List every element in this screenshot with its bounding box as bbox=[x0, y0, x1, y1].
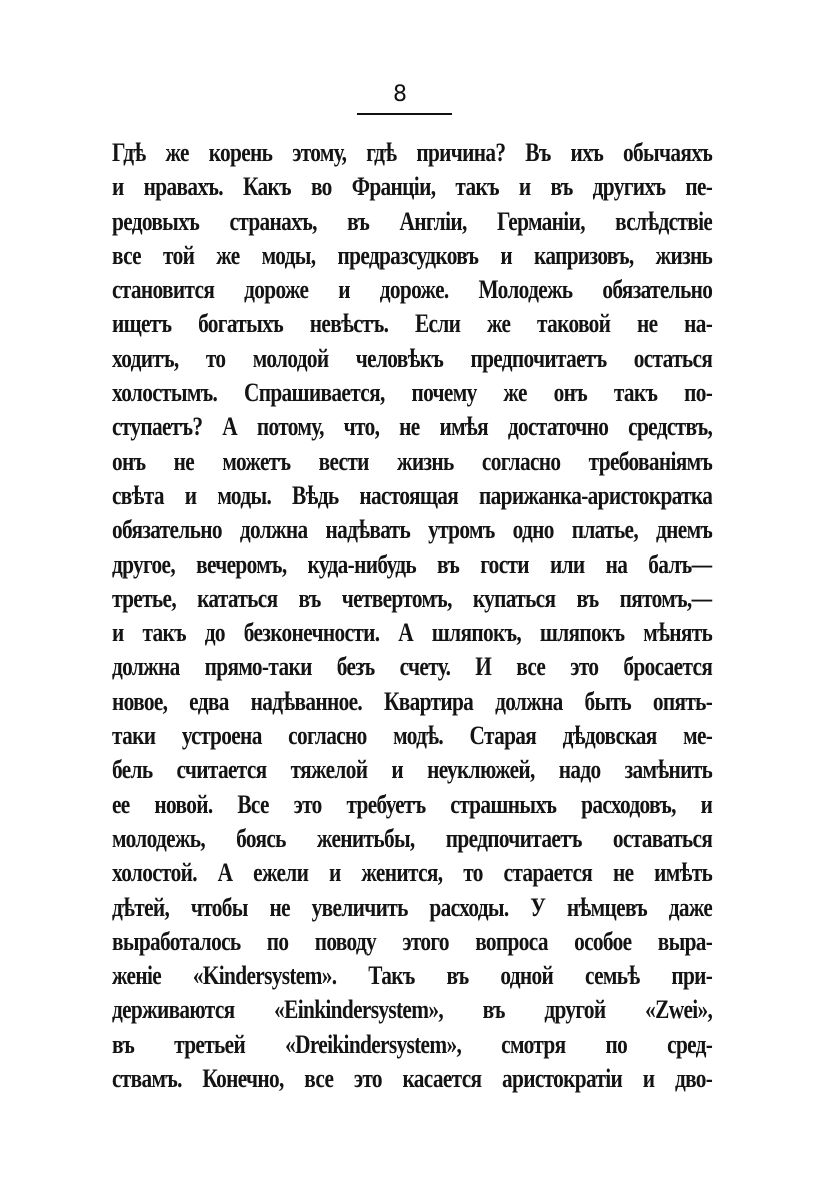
page-number: 8 bbox=[393, 82, 407, 107]
text-line: редовыхъ странахъ, въ Англіи, Германіи, вслѣдствіе bbox=[112, 206, 713, 236]
text-line: молодежь, боясь женитьбы, предпочитаетъ оставаться bbox=[112, 823, 713, 853]
text-line: ходитъ, то молодой человѣкъ предпочитаетъ остаться bbox=[112, 343, 713, 373]
text-line: женіе «Kindersystem». Такъ въ одной семьѣ при- bbox=[112, 961, 713, 991]
text-line: ее новой. Все это требуетъ страшныхъ расходовъ, и bbox=[112, 789, 713, 819]
text-line: должна прямо-таки безъ счету. И все это бросается bbox=[112, 652, 713, 682]
text-line: и такъ до безконечности. А шляпокъ, шляпокъ мѣнять bbox=[112, 618, 713, 648]
page-number-rule bbox=[357, 113, 452, 115]
text-line: ствамъ. Конечно, все это касается аристократіи и дво- bbox=[112, 1064, 713, 1094]
text-line: другое, вечеромъ, куда-нибудь въ гости или на балъ— bbox=[112, 549, 713, 579]
text-line: въ третьей «Dreikindersystem», смотря по сред- bbox=[112, 1029, 713, 1059]
text-line: холостой. А ежели и женится, то старается не имѣть bbox=[112, 858, 713, 888]
text-line: Гдѣ же корень этому, гдѣ причина? Въ ихъ обычаяхъ bbox=[112, 138, 713, 167]
text-line: холостымъ. Спрашивается, почему же онъ такъ по- bbox=[112, 378, 713, 408]
text-line: выработалось по поводу этого вопроса особое выра- bbox=[112, 926, 713, 956]
text-line: онъ не можетъ вести жизнь согласно требованіямъ bbox=[112, 446, 713, 476]
text-line: все той же моды, предразсудковъ и капризовъ, жизнь bbox=[112, 240, 713, 270]
text-line: становится дороже и дороже. Молодежь обязательно bbox=[112, 275, 713, 305]
text-line: ищетъ богатыхъ невѣстъ. Если же таковой не на- bbox=[112, 309, 713, 339]
text-line: таки устроена согласно модѣ. Старая дѣдовская ме- bbox=[112, 721, 713, 751]
body-text bbox=[112, 136, 712, 1096]
text-line: и нравахъ. Какъ во Франціи, такъ и въ другихъ пе- bbox=[112, 172, 713, 202]
text-line: держиваются «Einkindersystem», въ другой «Zwei», bbox=[112, 995, 713, 1025]
text-line: бель считается тяжелой и неуклюжей, надо замѣнить bbox=[112, 755, 713, 785]
text-line: обязательно должна надѣвать утромъ одно платье, днемъ bbox=[112, 515, 713, 545]
text-line: дѣтей, чтобы не увеличить расходы. У нѣмцевъ даже bbox=[112, 892, 713, 922]
text-line: третье, кататься въ четвертомъ, купаться въ пятомъ,— bbox=[112, 583, 713, 613]
text-line: новое, едва надѣванное. Квартира должна быть опять- bbox=[112, 686, 713, 716]
text-line: ступаетъ? А потому, что, не имѣя достаточно средствъ, bbox=[112, 412, 713, 442]
text-line: свѣта и моды. Вѣдь настоящая парижанка-аристократка bbox=[112, 480, 713, 510]
